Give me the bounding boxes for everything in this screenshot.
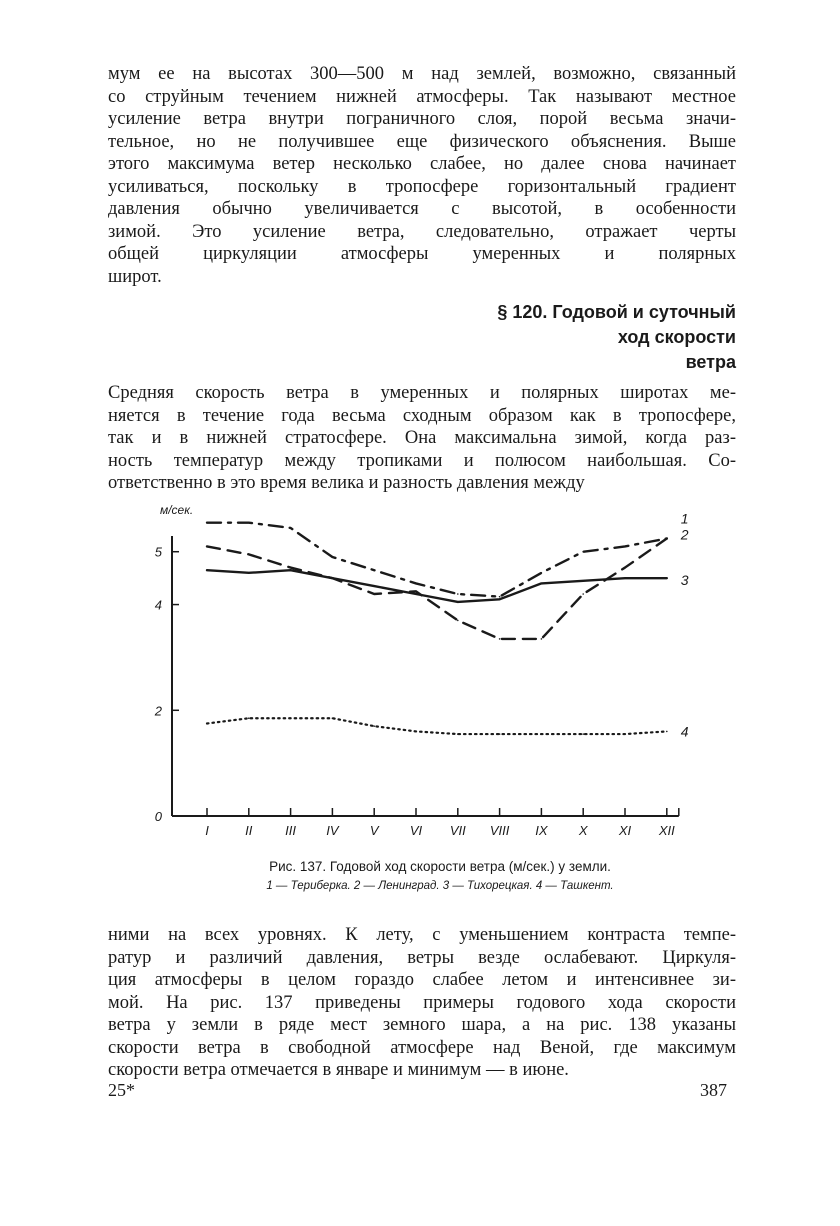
data-point <box>415 583 417 585</box>
data-point <box>624 567 626 569</box>
page-number: 387 <box>700 1080 727 1100</box>
y-tick-label: 0 <box>154 809 162 824</box>
text-line: давления обычно увеличивается с высотой, в особенности <box>108 199 736 219</box>
data-point <box>332 556 334 558</box>
data-point <box>582 551 584 553</box>
text-line: ответственно в это время велика и разность давления между <box>108 473 585 493</box>
y-tick-label: 4 <box>154 597 162 613</box>
text-line: ратур и различий давления, ветры везде ослабевают. Циркуля- <box>108 947 736 968</box>
caption-legend: 1 — Териберка. 2 — Ленинград. 3 — Тихорецкая. 4 — Ташкент. <box>266 880 614 892</box>
data-point <box>290 527 292 529</box>
x-tick-label: X <box>578 823 588 838</box>
data-point <box>541 733 543 735</box>
data-point <box>582 733 584 735</box>
paragraph-bottom <box>108 924 736 1082</box>
text-line: усиление ветра внутри пограничного слоя, порой весьма значи- <box>108 109 736 129</box>
text-line: зимой. Это усиление ветра, следовательно, отражает черты <box>108 221 736 242</box>
data-point <box>415 593 417 595</box>
data-point <box>248 522 250 524</box>
data-point <box>373 725 375 727</box>
data-point <box>206 546 208 548</box>
data-point <box>290 717 292 719</box>
data-point <box>206 569 208 571</box>
heading-line: ветра <box>685 352 736 372</box>
x-tick-label: III <box>285 823 297 838</box>
text-line: скорости ветра отмечается в январе и минимум — в июне. <box>108 1060 569 1080</box>
data-point <box>290 569 292 571</box>
data-point <box>415 731 417 733</box>
text-line: усиливаться, поскольку в тропосфере горизонтальный градиент <box>108 176 736 197</box>
caption-title: Рис. 137. Годовой ход скорости ветра (м/сек.) у земли. <box>269 859 611 874</box>
heading-line: § 120. Годовой и суточный <box>497 302 736 322</box>
paragraph-middle <box>108 382 736 495</box>
text-line: Средняя скорость ветра в умеренных и полярных широтах ме- <box>108 383 736 403</box>
data-point <box>499 733 501 735</box>
data-point <box>624 733 626 735</box>
text-line: мой. На рис. 137 приведены примеры годового хода скорости <box>108 992 736 1013</box>
data-point <box>206 522 208 524</box>
data-point <box>499 638 501 640</box>
x-tick-label: VI <box>409 823 423 838</box>
wind-speed-chart <box>140 500 720 845</box>
x-tick-label: VII <box>449 823 466 838</box>
text-line: мум ее на высотах 300—500 м над землей, возможно, связанный <box>108 64 736 84</box>
y-tick-label: 2 <box>154 703 162 719</box>
data-point <box>415 591 417 593</box>
data-point <box>541 583 543 585</box>
text-line: ними на всех уровнях. К лету, с уменьшением контраста темпе- <box>108 925 736 945</box>
series-line-4 <box>207 718 667 734</box>
x-tick-label: XII <box>658 823 675 838</box>
figure-caption <box>120 857 760 895</box>
x-tick-label: IV <box>326 823 339 838</box>
data-point <box>499 598 501 600</box>
x-tick-label: VIII <box>489 823 510 838</box>
series-label: 2 <box>680 526 689 543</box>
data-point <box>666 731 668 733</box>
text-line: ветра у земли в ряде мест земного шара, а на рис. 138 указаны <box>108 1015 736 1035</box>
data-point <box>248 572 250 574</box>
x-tick-label: V <box>369 823 379 838</box>
data-point <box>666 538 668 540</box>
text-line: так и в нижней стратосфере. Она максимальна зимой, когда раз- <box>108 428 736 448</box>
data-point <box>457 733 459 735</box>
data-point <box>373 585 375 587</box>
data-point <box>457 620 459 622</box>
data-point <box>582 593 584 595</box>
series-label: 4 <box>680 723 689 740</box>
data-point <box>332 717 334 719</box>
data-point <box>332 577 334 579</box>
series-line-2 <box>207 539 667 639</box>
data-point <box>248 554 250 556</box>
data-point <box>624 546 626 548</box>
text-line: тельное, но не получившее еще физического объяснения. Выше <box>108 131 736 152</box>
series-label: 1 <box>680 510 689 527</box>
data-point <box>582 580 584 582</box>
y-axis-label: м/сек. <box>160 503 194 517</box>
data-point <box>624 577 626 579</box>
data-point <box>373 593 375 595</box>
x-tick-label: I <box>205 823 209 838</box>
data-point <box>457 601 459 603</box>
data-point <box>457 593 459 595</box>
data-point <box>248 717 250 719</box>
heading-line: ход скорости <box>617 327 736 347</box>
data-point <box>541 572 543 574</box>
footer-signature-mark: 25* <box>108 1080 135 1100</box>
data-point <box>373 569 375 571</box>
data-point <box>541 638 543 640</box>
text-line: ность температур между тропиками и полюсом наибольшая. Со- <box>108 450 736 471</box>
text-line: со струйным течением нижней атмосферы. Так называют местное <box>108 86 736 107</box>
data-point <box>499 596 501 598</box>
text-line: этого максимума ветер несколько слабее, но далее снова начинает <box>108 154 736 174</box>
x-tick-label: IX <box>535 823 548 838</box>
data-point <box>666 577 668 579</box>
text-line: широт. <box>108 266 162 287</box>
data-point <box>290 567 292 569</box>
y-tick-label: 5 <box>154 544 162 560</box>
x-tick-label: II <box>245 823 253 838</box>
series-label: 3 <box>680 572 689 589</box>
text-line: няется в течение года весьма сходным образом как в тропосфере, <box>108 405 736 426</box>
paragraph-top <box>108 63 736 288</box>
text-line: скорости ветра в свободной атмосфере над Веной, где максимум <box>108 1037 736 1058</box>
section-heading <box>440 300 736 375</box>
text-line: ция атмосферы в целом гораздо слабее летом и интенсивнее зи- <box>108 970 736 990</box>
text-line: общей циркуляции атмосферы умеренных и полярных <box>108 244 736 264</box>
x-tick-label: XI <box>618 823 632 838</box>
data-point <box>206 723 208 725</box>
